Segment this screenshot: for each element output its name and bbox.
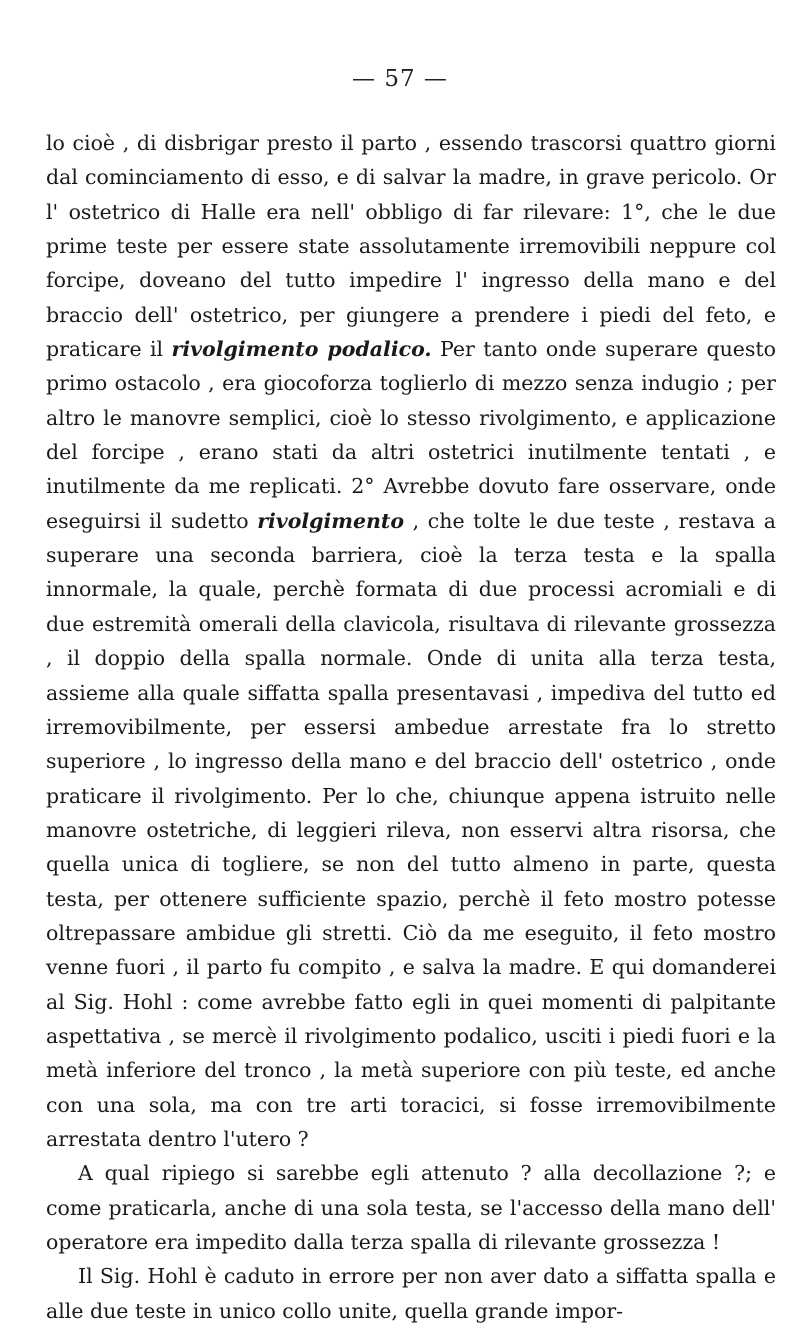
page-number: — 57 —	[352, 66, 448, 92]
paragraph-1-text-a: lo cioè , di disbrigar presto il parto , essendo trascorsi quattro giorni dal cominciamento di esso, e di salvar la madre, in grave pericolo. Or l' ostetrico di Halle era nell' obbligo di far rilevare: 1°, che le due prime teste per essere state assolutamente irremovibili neppure col forcipe, doveano del tutto impedire l' ingresso della mano e del braccio dell' ostetrico, per giungere a prendere i piedi del feto, e praticare il	[46, 131, 776, 362]
body-text	[46, 126, 776, 1328]
italic-term-rivolgimento: rivolgimento	[257, 508, 405, 533]
paragraph-3: Il Sig. Hohl è caduto in errore per non aver dato a siffatta spalla e alle due teste in unico collo unite, quella grande impor-	[46, 1264, 776, 1323]
paragraph-1-text-c: , che tolte le due teste , restava a superare una seconda barriera, cioè la terza testa e la spalla innormale, la quale, perchè formata di due processi acromiali e di due estremità omerali della clavicola, risultava di rilevante grossezza , il doppio della spalla normale. Onde di unita alla terza testa, assieme alla quale siffatta spalla presentavasi , impediva del tutto ed irremovibilmente, per essersi ambedue arrestate fra lo stretto superiore , lo ingresso della mano e del braccio dell' ostetrico , onde praticare il rivolgimento. Per lo che, chiunque appena istruito nelle manovre ostetriche, di leggieri rileva, non esservi altra risorsa, che quella unica di togliere, se non del tutto almeno in parte, questa testa, per ottenere sufficiente spazio, perchè il feto mostro potesse oltrepassare ambidue gli stretti. Ciò da me eseguito, il feto mostro venne fuori , il parto fu compito , e salva la madre. E qui domanderei al Sig. Hohl : come avrebbe fatto egli in quei momenti di palpitante aspettativa , se mercè il rivolgimento podalico, usciti i piedi fuori e la metà inferiore del tronco , la metà superiore con più teste, ed anche con una sola, ma con tre arti toracici, si fosse irremovibilmente arrestata dentro l'utero ?	[46, 508, 776, 1151]
paragraph-1-text-b: Per tanto onde superare questo primo ostacolo , era giocoforza toglierlo di mezzo senza indugio ; per altro le manovre semplici, cioè lo stesso rivolgimento, e applicazione del forcipe , erano stati da altri ostetrici inutilmente tentati , e inutilmente da me replicati. 2° Avrebbe dovuto fare osservare, onde eseguirsi il sudetto	[46, 337, 777, 533]
italic-term-rivolgimento-podalico: rivolgimento podalico.	[171, 337, 432, 362]
paragraph-1	[46, 126, 776, 1156]
paragraph-2: A qual ripiego si sarebbe egli attenuto ? alla decollazione ?; e come praticarla, anche di una sola testa, se l'accesso della mano dell' operatore era impedito dalla terza spalla di rilevante grossezza !	[46, 1161, 776, 1254]
